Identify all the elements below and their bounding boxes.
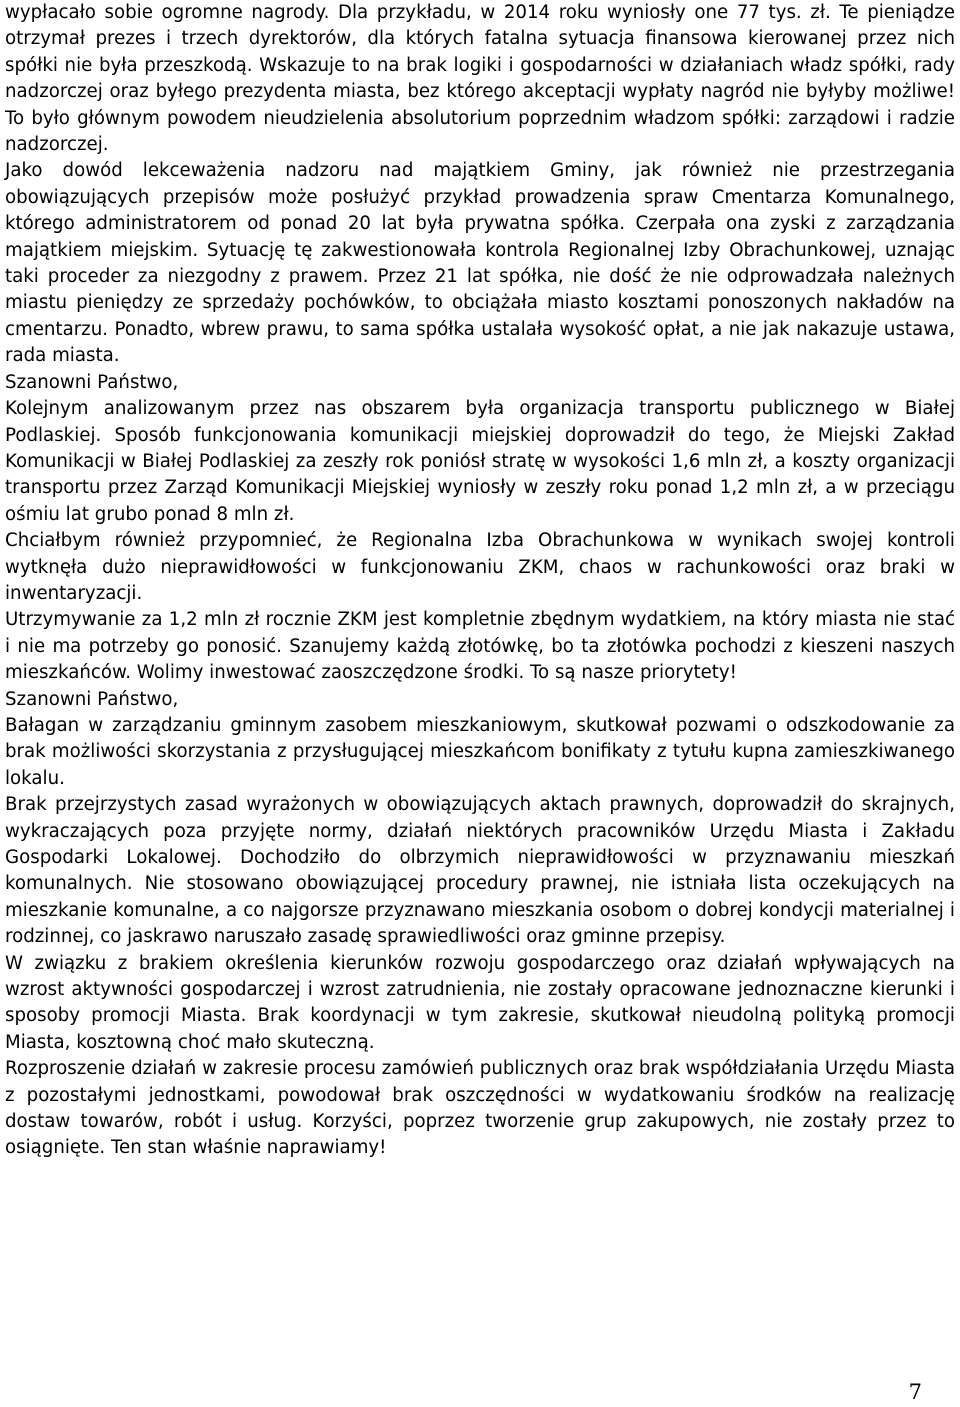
paragraph-4: Kolejnym analizowanym przez nas obszarem była organizacja transportu publicznego w Białej Podlaskiej. Sposób funkcjonowania komunikacji miejskiej doprowadził do tego, że Miejski Zakład Komunikacji w Białej Podlaskiej za zeszły rok poniósł stratę w wysokości 1,6 mln zł, a koszty organizacji transportu przez Zarząd Komunikacji Miejskiej wyniosły w zeszły roku ponad 1,2 mln zł, a w przeciągu ośmiu lat grubo ponad 8 mln zł. xyxy=(5,398,955,525)
document-body xyxy=(5,0,955,1162)
paragraph-1: wypłacało sobie ogromne nagrody. Dla przykładu, w 2014 roku wyniosły one 77 tys. zł. Te pieniądze otrzymał prezes i trzech dyrektorów, dla których fatalna sytuacja finansowa kierowanej przez nich spółki nie była przeszkodą. Wskazuje to na brak logiki i gospodarności w działaniach władz spółki, rady nadzorczej oraz byłego prezydenta miasta, bez którego akceptacji wypłaty nagród nie byłyby możliwe! To było głównym powodem nieudzielenia absolutorium poprzednim władzom spółki: zarządowi i radzie nadzorczej. xyxy=(5,2,955,156)
paragraph-8: Bałagan w zarządzaniu gminnym zasobem mieszkaniowym, skutkował pozwami o odszkodowanie za brak możliwości skorzystania z przysługującej mieszkańcom bonifikaty z tytułu kupna zamieszkiwanego lokalu. xyxy=(5,714,955,789)
paragraph-9: Brak przejrzystych zasad wyrażonych w obowiązujących aktach prawnych, doprowadził do skrajnych, wykraczających poza przyjęte normy, działań niektórych pracowników Urzędu Miasta i Zakładu Gospodarki Lokalowej. Dochodziło do olbrzymich nieprawidłowości w przyznawaniu mieszkań komunalnych. Nie stosowano obowiązującej procedury prawnej, nie istniała lista oczekujących na mieszkanie komunalne, a co najgorsze przyznawano mieszkania osobom o dobrej kondycji materialnej i rodzinnej, co jaskrawo naruszało zasadę sprawiedliwości oraz gminne przepisy. xyxy=(5,794,955,948)
paragraph-10: W związku z brakiem określenia kierunków rozwoju gospodarczego oraz działań wpływających na wzrost aktywności gospodarczej i wzrost zatrudnienia, nie zostały opracowane jednoznaczne kierunki i sposoby promocji Miasta. Brak koordynacji w tym zakresie, skutkował nieudolną polityką promocji Miasta, kosztowną choć mało skuteczną. xyxy=(5,952,955,1053)
paragraph-2: Jako dowód lekceważenia nadzoru nad majątkiem Gminy, jak również nie przestrzegania obowiązujących przepisów może posłużyć przykład prowadzenia spraw Cmentarza Komunalnego, którego administratorem od ponad 20 lat była prywatna spółka. Czerpała ona zyski z zarządzania majątkiem miejskim. Sytuację tę zakwestionowała kontrola Regionalnej Izby Obrachunkowej, uznając taki proceder za niezgodny z prawem. Przez 21 lat spółka, nie dość że nie odprowadzała należnych miastu pieniędzy ze sprzedaży pochówków, to obciążała miasto kosztami ponoszonych nakładów na cmentarzu. Ponadto, wbrew prawu, to sama spółka ustalała wysokość opłat, a nie jak nakazuje ustawa, rada miasta. xyxy=(5,160,955,367)
page-number: 7 xyxy=(908,1380,922,1404)
paragraph-3: Szanowni Państwo, xyxy=(5,371,179,393)
paragraph-5: Chciałbym również przypomnieć, że Regionalna Izba Obrachunkowa w wynikach swojej kontroli wytknęła dużo nieprawidłowości w funkcjonowaniu ZKM, chaos w rachunkowości oraz braki w inwentaryzacji. xyxy=(5,530,955,604)
paragraph-6: Utrzymywanie za 1,2 mln zł rocznie ZKM jest kompletnie zbędnym wydatkiem, na który miasta nie stać i nie ma potrzeby go ponosić. Szanujemy każdą złotówkę, bo ta złotówka pochodzi z kieszeni naszych mieszkańców. Wolimy inwestować zaoszczędzone środki. To są nasze priorytety! xyxy=(5,609,955,684)
paragraph-11: Rozproszenie działań w zakresie procesu zamówień publicznych oraz brak współdziałania Urzędu Miasta z pozostałymi jednostkami, powodował brak oszczędności w wydatkowaniu środków na realizację dostaw towarów, robót i usług. Korzyści, poprzez tworzenie grup zakupowych, nie zostały przez to osiągnięte. Ten stan właśnie naprawiamy! xyxy=(5,1058,955,1159)
paragraph-7: Szanowni Państwo, xyxy=(5,688,179,710)
